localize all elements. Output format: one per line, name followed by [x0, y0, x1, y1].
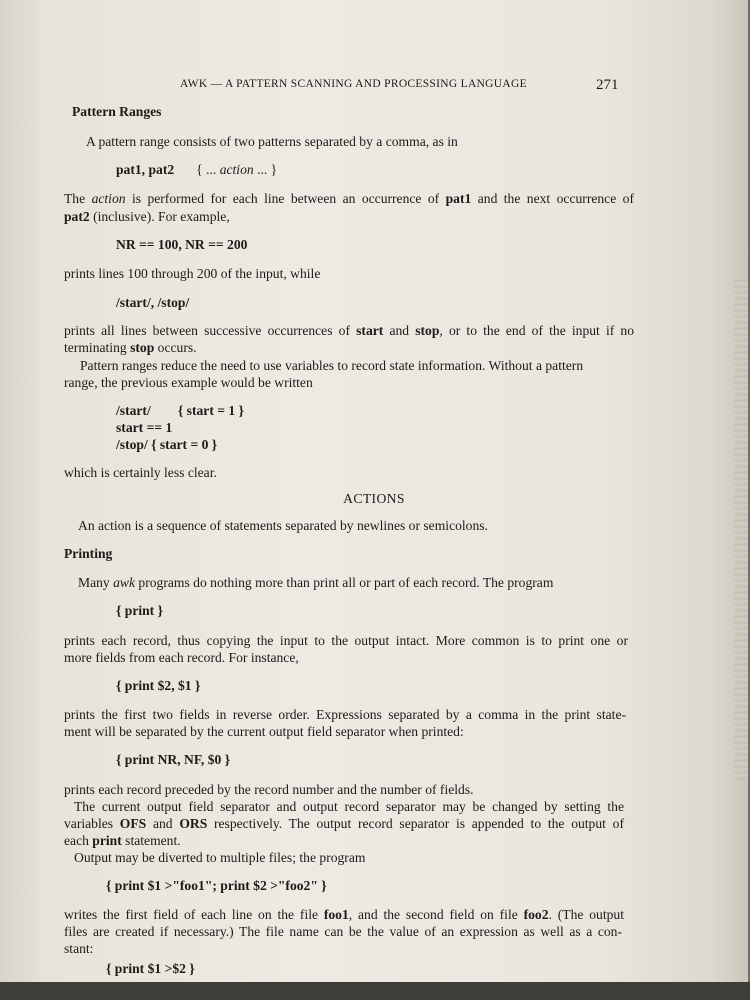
section-heading-actions: ACTIONS — [343, 491, 405, 506]
paragraph-line — [64, 832, 628, 850]
code-line: /stop/ { start = 0 } — [116, 437, 218, 452]
page-number: 271 — [596, 77, 619, 93]
paragraph-line: files are created if necessary.) The file name can be the value of an expression as well as a con- — [64, 924, 622, 939]
text-run: pat2 — [64, 209, 90, 224]
code-line: start == 1 — [116, 420, 173, 435]
paragraph-line: more fields from each record. For instance, — [64, 650, 299, 665]
text-run: ORS — [179, 816, 208, 831]
text-run: . (The output — [548, 907, 624, 922]
paragraph-line — [78, 574, 628, 592]
code-line: { print NR, NF, $0 } — [116, 752, 231, 767]
text-run: The — [64, 191, 92, 206]
paragraph-line: The current output field separator and output record separator may be changed by setting the — [74, 799, 624, 814]
code-fragment: { ... — [196, 162, 220, 177]
text-run: , and the second field on file — [348, 907, 524, 922]
text-run: Many — [78, 575, 114, 590]
code-line: { print $1 >"foo1"; print $2 >"foo2" } — [106, 878, 327, 893]
paragraph-line: Output may be diverted to multiple files; the program — [74, 850, 366, 865]
text-run: stop — [130, 340, 155, 355]
paragraph-line: prints each record preceded by the record number and the number of fields. — [64, 782, 474, 797]
code-line — [116, 161, 628, 179]
text-run: occurs. — [154, 340, 197, 355]
text-run: awk — [113, 575, 136, 590]
code-line: { print $1 >$2 } — [106, 961, 195, 976]
paragraph-line — [64, 906, 624, 924]
paragraph-line: A pattern range consists of two patterns separated by a comma, as in — [86, 134, 458, 149]
code-line: /start/, /stop/ — [116, 295, 190, 310]
text-run: programs do nothing more than print all or part of each record. The program — [135, 575, 554, 590]
text-run: terminating — [64, 340, 131, 355]
text-run: and the next occurrence of — [471, 191, 634, 206]
running-header: AWK — A PATTERN SCANNING AND PROCESSING LANGUAGE — [180, 78, 527, 90]
paragraph-line — [64, 339, 628, 357]
paragraph-line — [64, 190, 634, 208]
text-run: statement. — [121, 833, 181, 848]
text-run: , or to the end of the input if no — [439, 323, 635, 338]
text-run: OFS — [119, 816, 147, 831]
text-run: and — [383, 323, 416, 338]
text-run: each — [64, 833, 93, 848]
text-run: is performed for each line between an occurrence of — [125, 191, 446, 206]
text-run: variables — [64, 816, 120, 831]
code-line: { print $2, $1 } — [116, 678, 201, 693]
paragraph-line: which is certainly less clear. — [64, 465, 217, 480]
section-heading-printing: Printing — [64, 546, 113, 561]
code-fragment: ... } — [253, 162, 278, 177]
paragraph-line: stant: — [64, 941, 94, 956]
paragraph-line — [64, 322, 634, 340]
code-line: { print } — [116, 603, 163, 618]
paragraph-line: prints lines 100 through 200 of the input, while — [64, 266, 321, 281]
text-run: (inclusive). For example, — [89, 209, 230, 224]
paragraph-line: An action is a sequence of statements separated by newlines or semicolons. — [78, 518, 488, 533]
paragraph-line: ment will be separated by the current output field separator when printed: — [64, 724, 464, 739]
paragraph-line: range, the previous example would be written — [64, 375, 313, 390]
section-heading-pattern-ranges: Pattern Ranges — [72, 104, 162, 119]
text-run: action — [91, 191, 126, 206]
code-line: /start/ { start = 1 } — [116, 403, 244, 418]
paragraph-line: prints the first two fields in reverse order. Expressions separated by a comma in the print state- — [64, 707, 626, 722]
text-run: stop — [415, 323, 440, 338]
paragraph-line: Pattern ranges reduce the need to use variables to record state information. Without a pattern — [80, 358, 584, 373]
paragraph-line — [64, 815, 624, 833]
text-run: respectively. The output record separator is appended to the output of — [207, 816, 624, 831]
text-run: writes the first field of each line on the file — [64, 907, 324, 922]
text-run: pat1 — [445, 191, 472, 206]
paragraph-line: prints each record, thus copying the input to the output intact. More common is to print one or — [64, 633, 628, 648]
code-fragment: pat1, pat2 — [116, 162, 175, 177]
text-run: foo1 — [323, 907, 349, 922]
code-fragment: action — [219, 162, 254, 177]
text-run: and — [146, 816, 180, 831]
text-run: foo2 — [523, 907, 549, 922]
text-run: prints all lines between successive occurrences of — [64, 323, 357, 338]
paragraph-line — [64, 208, 628, 226]
text-run: start — [356, 323, 384, 338]
text-run: print — [92, 833, 122, 848]
code-line: NR == 100, NR == 200 — [116, 237, 248, 252]
scan-bottom-edge — [0, 982, 750, 1000]
page-edge-shadow — [734, 280, 748, 780]
